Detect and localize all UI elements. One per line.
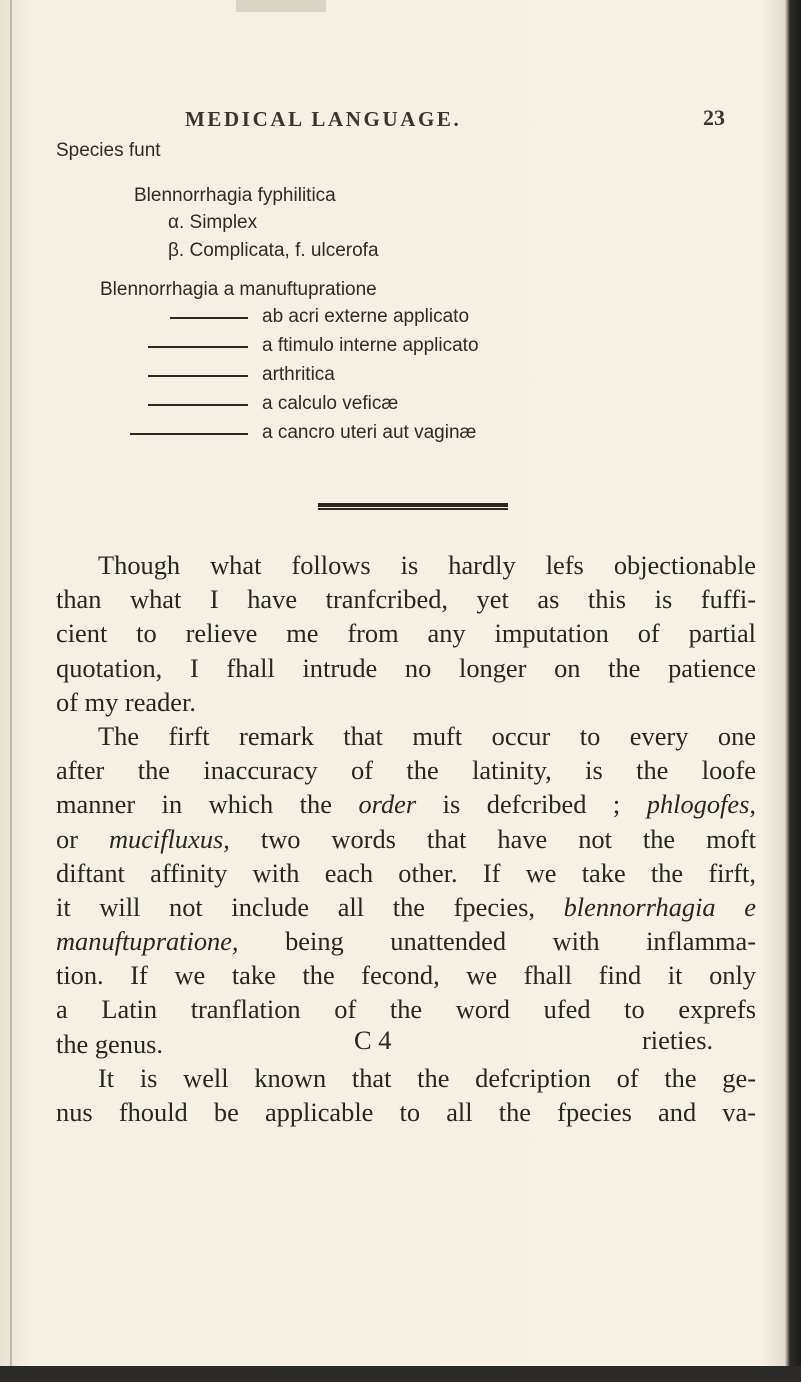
running-head: MEDICAL LANGUAGE. xyxy=(185,107,462,131)
text-run: is defcribed ; xyxy=(442,789,621,820)
variety-label: a calculo veficæ xyxy=(262,393,399,414)
variety-item xyxy=(0,335,801,359)
text-line: tion. If we take the fecond, we fhall find it only xyxy=(56,960,756,991)
text-line xyxy=(56,822,756,856)
rule-thin xyxy=(318,508,508,510)
page-header xyxy=(0,104,801,144)
text-run: two words that have not the moft xyxy=(260,823,756,854)
page-edge-shadow xyxy=(10,0,12,1382)
section-rule xyxy=(318,503,508,511)
species-intro: Species funt xyxy=(56,140,161,161)
genus-syphilitica: Blennorrhagia fyphilitica xyxy=(134,185,336,206)
variety-item xyxy=(0,306,801,330)
text-line: The firft remark that muft occur to every one xyxy=(98,720,756,751)
signature-mark: C 4 xyxy=(354,1025,392,1055)
text-line xyxy=(56,924,756,958)
text-run: it will not include all the fpecies, xyxy=(56,891,535,922)
scan-bottom-edge xyxy=(0,1366,801,1382)
genus-manustupratione: Blennorrhagia a manuftupratione xyxy=(100,279,377,300)
text-line: Though what follows is hardly lefs objectionable xyxy=(98,550,756,580)
text-run: manner in which the xyxy=(56,789,332,820)
italic-term: manuftupratione, xyxy=(56,926,239,957)
text-line: after the inaccuracy of the latinity, is the loofe xyxy=(56,755,756,786)
ditto-dash xyxy=(130,433,248,435)
text-line xyxy=(56,890,756,924)
text-line: a Latin tranflation of the word ufed to exprefs xyxy=(56,994,756,1025)
subspecies-simplex: α. Simplex xyxy=(168,212,258,233)
ditto-dash xyxy=(170,317,248,319)
text-line: the genus. xyxy=(56,1028,164,1059)
variety-label: arthritica xyxy=(262,364,335,385)
text-line: diftant affinity with each other. If we take the firft, xyxy=(56,857,756,888)
variety-label: a ftimulo interne applicato xyxy=(262,335,479,356)
text-line: quotation, I fhall intrude no longer on the patience xyxy=(56,652,756,683)
italic-term: phlogofes, xyxy=(646,789,756,820)
subspecies-complicata: β. Complicata, f. ulcerofa xyxy=(168,240,379,261)
page-number: 23 xyxy=(703,105,725,130)
italic-term: blennorrhagia e xyxy=(563,891,756,922)
paper-stain xyxy=(236,0,326,12)
ditto-dash xyxy=(148,346,248,348)
variety-label: a cancro uteri aut vaginæ xyxy=(262,422,477,443)
text-line: of my reader. xyxy=(56,686,196,717)
text-line: than what I have tranfcribed, yet as this is fuffi- xyxy=(56,584,756,615)
rule-thick xyxy=(318,503,508,507)
text-line: nus fhould be applicable to all the fpecies and va- xyxy=(56,1097,756,1127)
variety-label: ab acri externe applicato xyxy=(262,306,470,327)
catchword: rieties. xyxy=(642,1025,714,1055)
variety-item xyxy=(0,393,801,417)
italic-term: order xyxy=(358,789,417,820)
ditto-dash xyxy=(148,404,248,406)
ditto-dash xyxy=(148,375,248,377)
text-run: being unattended with inflamma- xyxy=(285,926,756,957)
text-run: or xyxy=(56,823,78,854)
italic-term: mucifluxus, xyxy=(108,823,230,854)
text-line: cient to relieve me from any imputation of partial xyxy=(56,618,756,649)
text-line xyxy=(56,787,756,821)
variety-item xyxy=(0,422,801,446)
text-line: It is well known that the defcription of the ge- xyxy=(98,1062,756,1093)
variety-item xyxy=(0,364,801,388)
